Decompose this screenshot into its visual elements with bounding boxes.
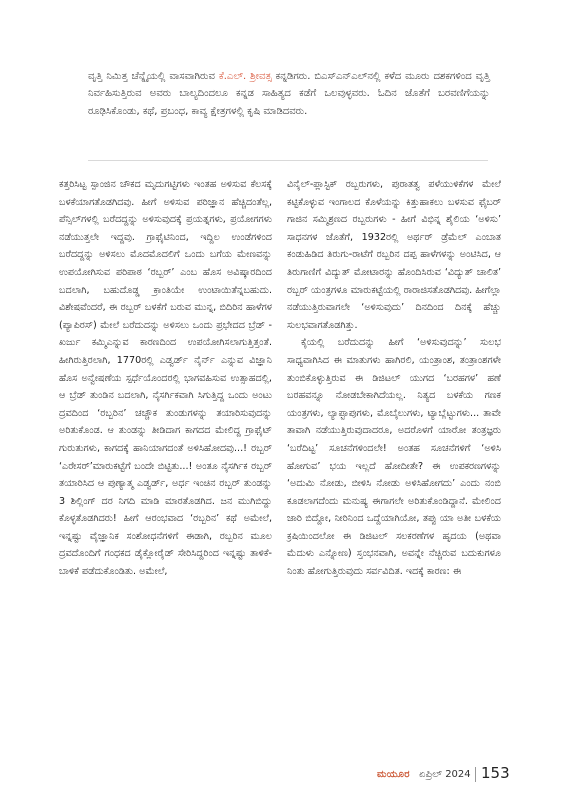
- issue-date: ಏಪ್ರಿಲ್ 2024: [419, 769, 471, 780]
- author-name: ಕೆ.ಎಲ್. ಶ್ರೀವತ್ಸ: [218, 71, 272, 82]
- paragraph: ಕತ್ತರಿಸಿಟ್ಟ ಸ್ಪಾಂಜಿನ ಚೌಕದ ಮೃದುಗಟ್ಟಿಗಳು ಇಂತಹ ಅಳಿಸುವ ಕೆಲಸಕ್ಕೆ ಬಳಕೆಯಾಗತೊಡಗಿದವು. ಹೀಗೆ ಅಳಿಸುವ ಪರಿಜ್ಞಾನ ಹೆಚ್ಚಿದಂತೆಲ್ಲ, ಪೆನ್ಸಿಲ್‌ಗಳಲ್ಲಿ ಬರೆದದ್ದನ್ನು ಅಳಿಸುವುದಕ್ಕೆ ಪ್ರಯತ್ನಗಳು, ಪ್ರಯೋಗಗಳು ನಡೆಯುತ್ತಲೇ ಇದ್ದವು. ಗ್ರಾಫೈಟಿನಿಂದ, ಇದ್ದಿಲ ಉಂಡೆಗಳಿಂದ ಬರೆದದ್ದನ್ನು ಅಳಿಸಲು ಮೊದಮೊದಲಿಗೆ ಒಂದು ಬಗೆಯ ಮೇಣವನ್ನು ಉಪಯೋಗಿಸುವ ಪರಿಪಾಠ ‘ರಬ್ಬರ್’ ಎಂಬ ಹೊಸ ಅವಿಷ್ಕಾರದಿಂದ ಬದಲಾಗಿ, ಬಹುದೊಡ್ಡ ಕ್ರಾಂತಿಯೇ ಉಂಟಾಯಿತೆನ್ನಬಹುದು. ವಿಶೇಷವೆಂದರೆ, ಈ ರಬ್ಬರ್ ಬಳಕೆಗೆ ಬರುವ ಮುನ್ನ, ಬಿದಿರಿನ ಹಾಳೆಗಳ (ಪ್ಯಾಪಿರಸ್) ಮೇಲೆ ಬರೆದುದನ್ನು ಅಳಿಸಲು ಒಂದು ಪ್ರಭೇದದ ಬ್ರೆಡ್ - ಖರ್ಜು ಕಮ್ಮಿಎನ್ನುವ ಕಾರಣದಿಂದ ಉಪಯೋಗಿಸಲಾಗುತ್ತಿತ್ತಂತೆ. ಹೀಗಿರುತ್ತಿರಲಾಗಿ, 1770ರಲ್ಲಿ ಎಡ್ವರ್ಡ್ ನೈರ್ನ್ ಎನ್ನುವ ವಿಜ್ಞಾನಿ ಹೊಸ ಅನ್ವೇಷಣೆಯ ಸ್ಪರ್ಧೆಯೊಂದರಲ್ಲಿ ಭಾಗವಹಿಸುವ ಉತ್ಸಾಹದಲ್ಲಿ, ಆ ಬ್ರೆಡ್ ತುಂಡಿನ ಬದಲಾಗಿ, ನೈಸರ್ಗಿಕವಾಗಿ ಸಿಗುತ್ತಿದ್ದ ಒಂದು ಅಂಟು ದ್ರವದಿಂದ ‘ರಬ್ಬರಿನ’ ಚಚ್ಚೌಕ ತುಂಡುಗಳನ್ನು ತಯಾರಿಸುವುದನ್ನು ಅರಿತುಕೊಂಡ. ಆ ತುಂಡನ್ನು ತೀಡಿದಾಗ ಕಾಗದದ ಮೇಲಿದ್ದ ಗ್ರಾಫೈಟ್ ಗುರುತುಗಳು, ಕಾಗದಕ್ಕೆ ಹಾನಿಯಾಗದಂತೆ ಅಳಿಸಿಹೋದವು...! ರಬ್ಬರ್ ‘ಎರೇಸರ್’ಮಾರುಕಟ್ಟೆಗೆ ಬಂದೇ ಬಿಟ್ಟಿತು...! ಅಂತೂ ನೈಸರ್ಗಿಕ ರಬ್ಬರ್ ತಯಾರಿಸಿದ ಆ ಪುಣ್ಯಾತ್ಮ ಎಡ್ವರ್ಡ್, ಅರ್ಧ ಇಂಚಿನ ರಬ್ಬರ್ ತುಂಡನ್ನು 3 ಶಿಲ್ಲಿಂಗ್ ದರ ನಿಗದಿ ಮಾಡಿ ಮಾರತೊಡಗಿದ. ಜನ ಮುಗಿಬಿದ್ದು ಕೊಳ್ಳತೊಡಗಿದರು! ಹೀಗೆ ಆರಂಭವಾದ ‘ರಬ್ಬರಿನ’ ಕಥೆ ಅಮೇಲೆ, ಇನ್ನಷ್ಟು ವೈಜ್ಞಾನಿಕ ಸಂಶೋಧನೆಗಳಿಗೆ ಈಡಾಗಿ, ರಬ್ಬರಿನ ಮೂಲ ದ್ರವದೊಂದಿಗೆ ಗಂಧಕದ ಡೈಕ್ಲೋರೈಡ್ ಸೇರಿಸಿದ್ದರಿಂದ ಇನ್ನಷ್ಟು ತಾಳಿಕೆ-ಬಾಳಿಕೆ ಪಡೆದುಕೊಂಡಿತು. ಅಮೇಲೆ,: [59, 179, 272, 578]
- footer-divider: [475, 767, 476, 782]
- page-number: 153: [481, 764, 510, 782]
- bio-text-before: ವೃತ್ತಿ ನಿಮಿತ್ತ ಚೆನ್ನೈಯಲ್ಲಿ ವಾಸವಾಗಿರುವ: [88, 71, 219, 82]
- article-column-right: [287, 176, 501, 581]
- bio-text-after: ಕನ್ನಡಿಗರು. ಬಿಎಸ್‌ಎನ್‌ಎಲ್‌ನಲ್ಲಿ ಕಳೆದ ಮೂರು ದಶಕಗಳಿಂದ ವೃತ್ತಿ ನಿರ್ವಹಿಸುತ್ತಿರುವ ಅವರು ಬಾಲ್ಯದಿಂದಲೂ ಕನ್ನಡ ಸಾಹಿತ್ಯದ ಕಡೆಗೆ ಒಲವುಳ್ಳವರು. ಓದಿನ ಜೊತೆಗೆ ಬರವಣಿಗೆಯನ್ನು ರೂಢಿಸಿಕೊಂಡು, ಕಥೆ, ಪ್ರಬಂಧ, ಕಾವ್ಯ ಕ್ಷೇತ್ರಗಳಲ್ಲಿ ಕೃಷಿ ಮಾಡಿದವರು.: [88, 71, 490, 117]
- bio-divider: [88, 160, 488, 161]
- paragraph: ಕೈಯಲ್ಲಿ ಬರೆದುದನ್ನು ಹೀಗೆ ‘ಅಳಿಸುವುದನ್ನು’ ಸುಲಭ ಸಾಧ್ಯವಾಗಿಸಿದ ಈ ಮಾತುಗಳು ಹಾಗಿರಲಿ, ಯಂತ್ರಾಂಶ, ತಂತ್ರಾಂಶಗಳೇ ತುಂಬಿಕೊಳ್ಳುತ್ತಿರುವ ಈ ಡಿಜಿಟಲ್ ಯುಗದ ‘ಬರಹಗಳ’ ಹಣೆ ಬರಹವನ್ನೂ ನೋಡಬೇಕಾಗಿದೆಯಲ್ಲ. ನಿತ್ಯದ ಬಳಕೆಯ ಗಣಕ ಯಂತ್ರಗಳು, ಲ್ಯಾಪ್ಟಾಪುಗಳು, ಮೊಬೈಲುಗಳು, ಟ್ಯಾಬ್ಲೆಟ್ಟುಗಳು... ತಾವೇ ತಾವಾಗಿ ನಡೆಯುತ್ತಿರುವುದಾದರೂ, ಅದರೊಳಗೆ ಯಾರೋ ತಂತ್ರಜ್ಞರು ‘ಬರೆದಿಟ್ಟ’ ಸೂಚನೆಗಳಿಂದಲೇ! ಅಂತಹ ಸೂಚನೆಗಳಿಗೆ ‘ಅಳಿಸಿ ಹೋಗುವ’ ಭಯ ಇಲ್ಲದೆ ಹೋದೀತೇ? ಈ ಉಪಕರಣಗಳನ್ನು ‘ಅದುಮಿ ನೋಡು, ಬೀಳಿಸಿ ನೋಡು ಅಳಿಸಿಹೋಗದು’ ಎಂದು ನಂಬಿ ಕೂಡಲಾಗದೆಂದು ಮನುಷ್ಯ ಈಗಾಗಲೇ ಅರಿತುಕೊಂಡಿದ್ದಾನೆ. ಮೇಲಿಂದ ಜಾರಿ ಬಿದ್ದೋ, ನೀರಿನಿಂದ ಒದ್ದೆಯಾಗಿಯೋ, ತಪ್ಪು ಯಾ ಅತೀ ಬಳಕೆಯ ಕ್ರಷಿಯಿಂದಲೋ ಈ ಡಿಜಿಟಲ್ ಸಲಕರಣೆಗಳ ಹೃದಯ (ಅಥವಾ ಮೆದುಳು ಎನ್ನೋಣ) ಸ್ತಂಭನವಾಗಿ, ಅವನ್ನೇ ನೆಚ್ಚಿರುವ ಬದುಕುಗಳೂ ನಿಂತು ಹೋಗುತ್ತಿರುವುದು ಸರ್ವವಿದಿತ. ಇದಕ್ಕೆ ಕಾರಣ: ಈ: [287, 337, 501, 578]
- paragraph: ವಿನೈಲ್-ಪ್ಲಾಸ್ಟಿಕ್ ರಬ್ಬರುಗಳು, ಪುರಾತತ್ವ ಪಳೆಯುಳಿಕೆಗಳ ಮೇಲೆ ಕಟ್ಟಿಕೊಳ್ಳುವ ಇಂಗಾಲದ ಕೊಳೆಯನ್ನು ಕಿತ್ತುಹಾಕಲು ಬಳಸುವ ಫೈಬರ್ ಗಾಜಿನ ಸಮ್ಮಿಶ್ರಣದ ರಬ್ಬರುಗಳು - ಹೀಗೆ ವಿಭಿನ್ನ ಶೈಲಿಯ ‘ಅಳಿಸು’ ಸಾಧನಗಳ ಜೊತೆಗೆ, 1932ರಲ್ಲಿ ಅರ್ಥರ್ ಡ್ರೆಮೆಲ್ ಎಂಬಾತ ಕಂಡುಹಿಡಿದ ತಿರುಗು-ರಾಟೆಗೆ ರಬ್ಬರಿನ ದಪ್ಪ ಹಾಳೆಗಳನ್ನು ಅಂಟಿಸಿದ, ಆ ತಿರುಗಾಣಿಗೆ ವಿದ್ಯುತ್ ಮೋಟಾರನ್ನು ಹೊಂದಿಸಿರುವ ‘ವಿದ್ಯುತ್ ಚಾಲಿತ’ ರಬ್ಬರ್ ಯಂತ್ರಗಳೂ ಮಾರುಕಟ್ಟೆಯಲ್ಲಿ ರಾರಾಜಿಸತೊಡಗಿದವು. ಹೀಗೆಲ್ಲಾ ನಡೆಯುತ್ತಿರುವಾಗಲೇ ‘ಅಳಿಸುವುದು’ ದಿನದಿಂದ ದಿನಕ್ಕೆ ಹೆಚ್ಚು ಸುಲಭವಾಗತೊಡಗಿತ್ತು.: [287, 179, 501, 331]
- author-bio: [88, 68, 490, 120]
- magazine-name: ಮಯೂರ: [377, 769, 410, 780]
- page-footer: [377, 764, 510, 785]
- article-column-left: [59, 176, 272, 581]
